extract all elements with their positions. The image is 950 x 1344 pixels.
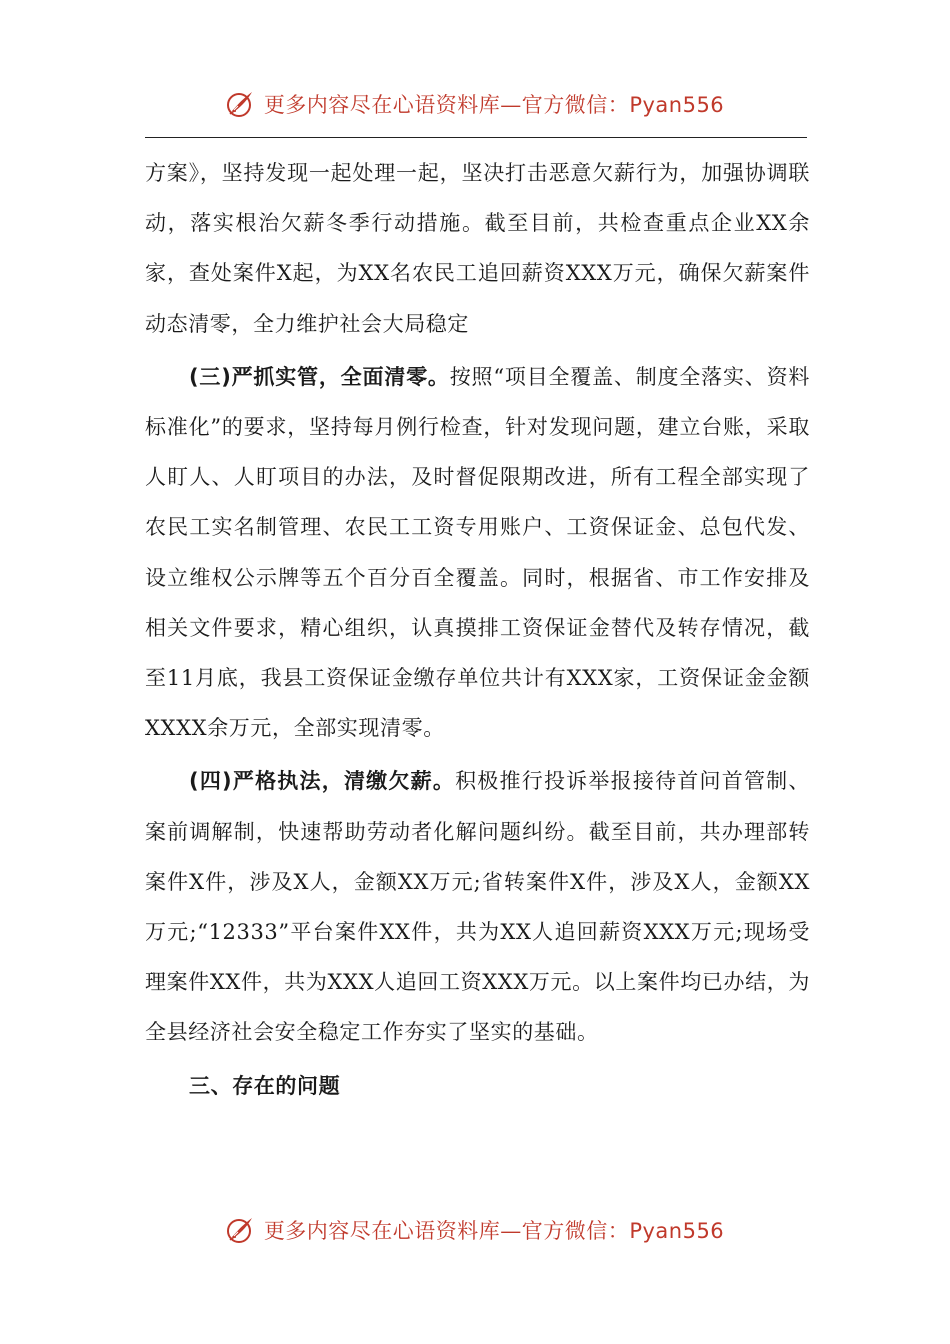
paragraph-lead-4: (四)严格执法，清缴欠薪。: [189, 769, 456, 794]
quill-pen-circle-icon: [226, 1215, 256, 1245]
header-banner: [0, 84, 950, 124]
header-banner-text: 更多内容尽在心语资料库—官方微信：Pyan556: [263, 93, 725, 117]
document-body: [145, 148, 810, 1111]
footer-banner: [0, 1210, 950, 1250]
footer-wechat-id: Pyan556: [629, 1219, 725, 1243]
header-wechat-id: Pyan556: [629, 93, 725, 117]
header-rule: [145, 137, 807, 138]
paragraph-section-3: [145, 352, 810, 754]
section-heading: 三、存在的问题: [189, 1073, 341, 1098]
paragraph-continued: 方案》，坚持发现一起处理一起，坚决打击恶意欠薪行为，加强协调联动，落实根治欠薪冬季行动措施。截至目前，共检查重点企业XX余家，查处案件X起，为XX名农民工追回薪资XXX万元，确保欠薪案件动态清零，全力维护社会大局稳定: [145, 161, 810, 336]
paragraph-section-4: [145, 756, 810, 1057]
paragraph-lead-3: (三)严抓实管，全面清零。: [189, 364, 450, 389]
quill-pen-circle-icon: [226, 89, 256, 119]
paragraph-text-4: 积极推行投诉举报接待首问首管制、案前调解制，快速帮助劳动者化解问题纠纷。截至目前，共办理部转案件X件，涉及X人，金额XX万元;省转案件X件，涉及X人，金额XX万元;“12333”平台案件XX件，共为XX人追回薪资XXX万元;现场受理案件XX件，共为XXX人追回工资XXX万元。以上案件均已办结，为全县经济社会安全稳定工作夯实了坚实的基础。: [145, 769, 810, 1045]
footer-banner-text: 更多内容尽在心语资料库—官方微信：Pyan556: [263, 1219, 725, 1243]
paragraph-text-3: 按照“项目全覆盖、制度全落实、资料标准化”的要求，坚持每月例行检查，针对发现问题，建立台账，采取人盯人、人盯项目的办法，及时督促限期改进，所有工程全部实现了农民工实名制管理、农民工工资专用账户、工资保证金、总包代发、设立维权公示牌等五个百分百全覆盖。同时，根据省、市工作安排及相关文件要求，精心组织，认真摸排工资保证金替代及转存情况，截至11月底，我县工资保证金缴存单位共计有XXX家，工资保证金金额XXXX余万元，全部实现清零。: [145, 364, 810, 741]
